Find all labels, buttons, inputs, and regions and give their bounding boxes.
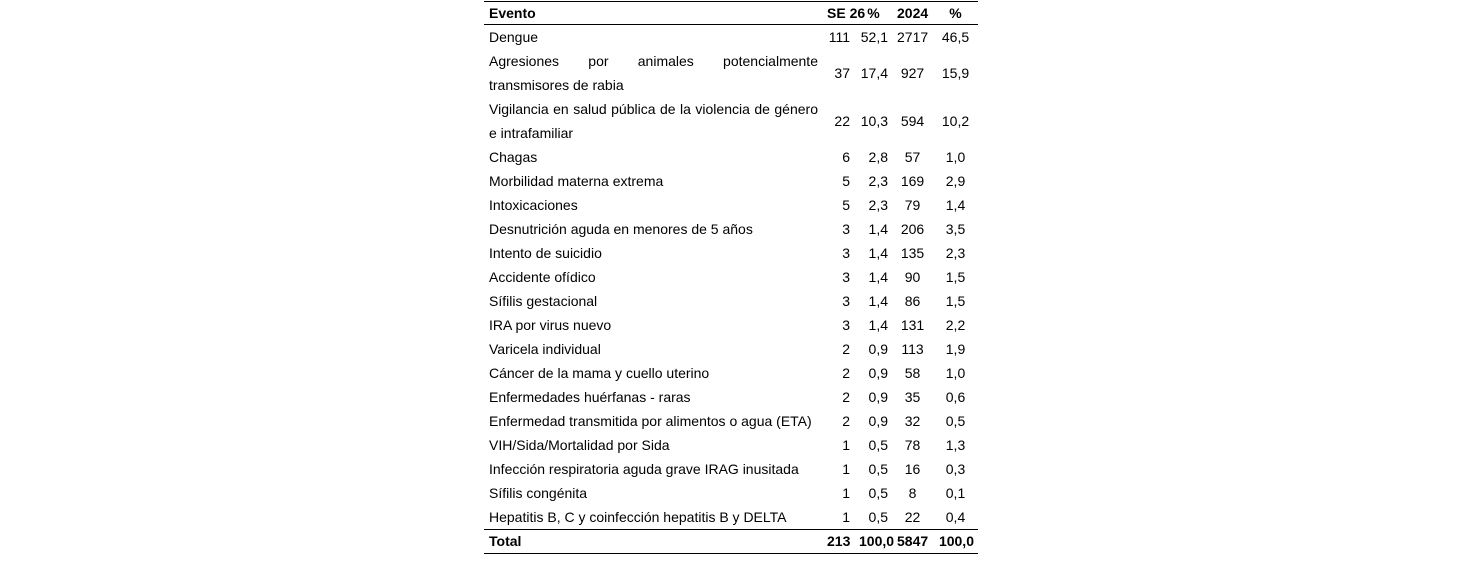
cell-year: 16 — [904, 461, 921, 477]
cell-pct-se: 2,8 — [868, 149, 888, 165]
cell-se: 3 — [842, 221, 850, 237]
cell-pct-se: 0,5 — [868, 509, 888, 525]
table-row — [484, 169, 978, 193]
cell-evento: Desnutrición aguda en menores de 5 años — [489, 221, 753, 237]
cell-year: 206 — [900, 221, 925, 237]
cell-evento: Sífilis gestacional — [489, 293, 598, 309]
cell-se: 6 — [842, 149, 850, 165]
cell-se: 5 — [842, 173, 850, 189]
table-row — [484, 193, 978, 217]
cell-evento: Enfermedad transmitida por alimentos o agua (ETA) — [489, 413, 812, 429]
cell-se: 1 — [842, 509, 850, 525]
cell-evento: Vigilancia en salud pública de la violencia de género e intrafamiliar — [489, 101, 818, 141]
events-table — [484, 1, 978, 554]
cell-pct-year: 2,2 — [945, 317, 966, 333]
header-pct-year: % — [932, 2, 978, 25]
cell-se: 2 — [842, 413, 850, 429]
table-row — [484, 25, 978, 50]
total-label: Total — [484, 530, 822, 554]
cell-pct-se: 0,5 — [868, 437, 888, 453]
cell-se: 2 — [842, 389, 850, 405]
table-footer — [484, 530, 978, 554]
cell-pct-se: 0,9 — [868, 365, 888, 381]
table-row — [484, 481, 978, 505]
table-row — [484, 313, 978, 337]
cell-pct-year: 1,5 — [945, 293, 966, 309]
cell-se: 2 — [842, 365, 850, 381]
cell-evento: Agresiones por animales potencialmente transmisores de rabia — [489, 53, 818, 93]
cell-pct-year: 15,9 — [941, 65, 970, 81]
table-body — [484, 25, 978, 530]
cell-year: 90 — [904, 269, 921, 285]
cell-pct-se: 1,4 — [868, 221, 888, 237]
table-row — [484, 337, 978, 361]
cell-pct-year: 0,1 — [945, 485, 966, 501]
cell-se: 3 — [842, 293, 850, 309]
cell-se: 1 — [842, 461, 850, 477]
cell-se: 1 — [842, 485, 850, 501]
cell-year: 594 — [900, 113, 925, 129]
cell-se: 22 — [834, 113, 850, 129]
table-row — [484, 385, 978, 409]
table-row — [484, 241, 978, 265]
table-row — [484, 457, 978, 481]
header-row — [484, 2, 978, 25]
cell-evento: Chagas — [489, 149, 538, 165]
cell-year: 169 — [900, 173, 925, 189]
cell-se: 37 — [834, 65, 850, 81]
cell-year: 57 — [904, 149, 921, 165]
cell-pct-se: 0,5 — [868, 485, 888, 501]
cell-pct-year: 0,4 — [945, 509, 966, 525]
cell-pct-year: 3,5 — [945, 221, 966, 237]
cell-pct-se: 0,9 — [868, 341, 888, 357]
table-row — [484, 361, 978, 385]
cell-evento: IRA por virus nuevo — [489, 317, 612, 333]
cell-year: 135 — [900, 245, 925, 261]
table-row — [484, 265, 978, 289]
cell-evento: Accidente ofídico — [489, 269, 596, 285]
cell-pct-se: 1,4 — [868, 317, 888, 333]
table-row — [484, 433, 978, 457]
total-row — [484, 530, 978, 554]
cell-se: 2 — [842, 341, 850, 357]
cell-pct-year: 1,3 — [945, 437, 966, 453]
cell-pct-year: 46,5 — [941, 29, 970, 45]
total-year: 5847 — [892, 530, 932, 554]
cell-evento: Varicela individual — [489, 341, 601, 357]
cell-se: 3 — [842, 269, 850, 285]
cell-evento: Sífilis congénita — [489, 485, 588, 501]
cell-year: 58 — [904, 365, 921, 381]
cell-year: 32 — [904, 413, 921, 429]
cell-se: 5 — [842, 197, 850, 213]
cell-pct-se: 52,1 — [860, 29, 888, 45]
cell-pct-se: 1,4 — [868, 269, 888, 285]
cell-pct-se: 1,4 — [868, 293, 888, 309]
cell-year: 113 — [901, 341, 924, 357]
header-evento: Evento — [484, 2, 822, 25]
cell-pct-year: 2,3 — [945, 245, 966, 261]
table-row — [484, 145, 978, 169]
cell-pct-year: 1,9 — [945, 341, 966, 357]
cell-year: 35 — [904, 389, 921, 405]
total-se: 213 — [822, 530, 854, 554]
header-year: 2024 — [892, 2, 932, 25]
cell-pct-year: 0,5 — [945, 413, 966, 429]
cell-pct-year: 0,6 — [945, 389, 966, 405]
total-pct-year: 100,0 — [932, 530, 978, 554]
cell-se: 3 — [842, 317, 850, 333]
table-row — [484, 505, 978, 530]
cell-se: 111 — [828, 29, 850, 45]
cell-evento: Enfermedades huérfanas - raras — [489, 389, 691, 405]
cell-pct-year: 10,2 — [941, 113, 970, 129]
table-row — [484, 289, 978, 313]
total-pct-se: 100,0 — [854, 530, 892, 554]
cell-year: 79 — [904, 197, 921, 213]
cell-pct-se: 17,4 — [860, 65, 888, 81]
table-row — [484, 97, 978, 145]
cell-evento: Dengue — [489, 29, 539, 45]
cell-pct-se: 2,3 — [868, 197, 888, 213]
table-header — [484, 2, 978, 25]
cell-pct-year: 2,9 — [945, 173, 966, 189]
table-row — [484, 49, 978, 97]
cell-year: 8 — [908, 485, 917, 501]
cell-se: 1 — [842, 437, 850, 453]
cell-pct-se: 0,5 — [868, 461, 888, 477]
cell-year: 131 — [900, 317, 925, 333]
cell-year: 22 — [904, 509, 921, 525]
header-pct-se: % — [854, 2, 892, 25]
cell-evento: Hepatitis B, C y coinfección hepatitis B y DELTA — [489, 509, 787, 525]
table-row — [484, 217, 978, 241]
cell-pct-se: 0,9 — [868, 413, 888, 429]
cell-evento: Intento de suicidio — [489, 245, 602, 261]
cell-year: 86 — [904, 293, 921, 309]
cell-evento: Morbilidad materna extrema — [489, 173, 664, 189]
cell-pct-se: 1,4 — [868, 245, 888, 261]
cell-se: 3 — [842, 245, 850, 261]
cell-pct-year: 1,5 — [945, 269, 966, 285]
cell-pct-year: 1,4 — [945, 197, 966, 213]
cell-year: 927 — [900, 65, 925, 81]
cell-evento: Cáncer de la mama y cuello uterino — [489, 365, 710, 381]
cell-year: 2717 — [897, 29, 929, 45]
table-row — [484, 409, 978, 433]
cell-evento: Intoxicaciones — [489, 197, 578, 213]
cell-pct-year: 0,3 — [945, 461, 966, 477]
cell-pct-se: 10,3 — [860, 113, 888, 129]
header-se: SE 26 — [822, 2, 854, 25]
cell-evento: Infección respiratoria aguda grave IRAG inusitada — [489, 461, 799, 477]
cell-year: 78 — [904, 437, 921, 453]
cell-pct-year: 1,0 — [945, 365, 966, 381]
cell-pct-se: 0,9 — [868, 389, 888, 405]
cell-pct-year: 1,0 — [945, 149, 966, 165]
cell-evento: VIH/Sida/Mortalidad por Sida — [489, 437, 670, 453]
cell-pct-se: 2,3 — [868, 173, 888, 189]
